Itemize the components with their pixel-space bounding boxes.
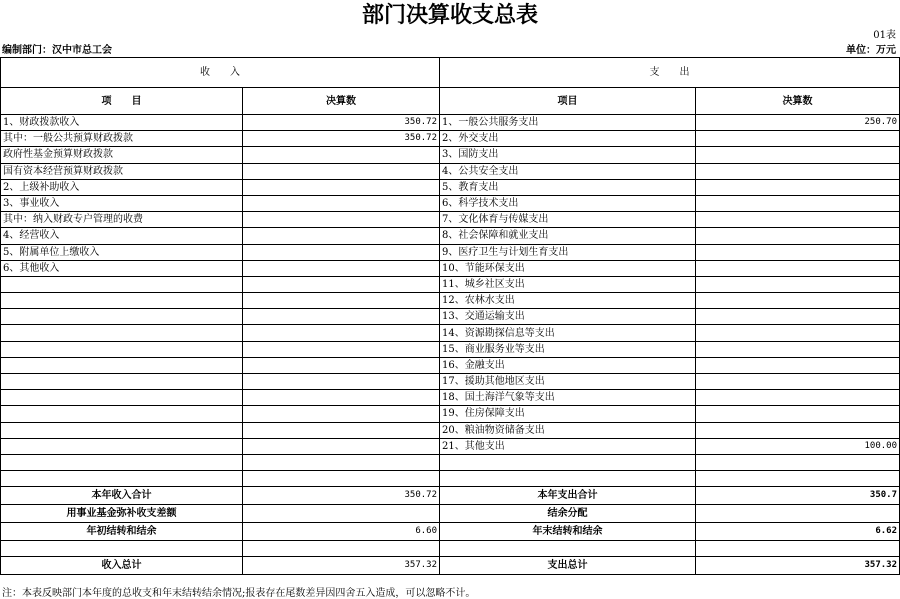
- expense-value-cell: [696, 357, 900, 373]
- income-item-header: 项 目: [1, 88, 243, 115]
- expense-item-cell: 4、公共安全支出: [440, 163, 696, 179]
- expense-item-cell: [440, 454, 696, 470]
- expense-item-cell: 5、教育支出: [440, 179, 696, 195]
- expense-item-cell: 13、交通运输支出: [440, 309, 696, 325]
- expense-value-cell: [696, 325, 900, 341]
- begin-carry-label: 年初结转和结余: [1, 523, 243, 541]
- expense-item-cell: 16、金融支出: [440, 357, 696, 373]
- income-item-cell: [1, 422, 243, 438]
- fund-gap-row: [1, 505, 900, 523]
- income-total-label: 本年收入合计: [1, 487, 243, 505]
- expense-value-cell: 100.00: [696, 438, 900, 454]
- income-item-cell: 5、附属单位上缴收入: [1, 244, 243, 260]
- expense-amount-header: 决算数: [696, 88, 900, 115]
- expense-item-cell: 11、城乡社区支出: [440, 276, 696, 292]
- income-item-cell: 政府性基金预算财政拨款: [1, 147, 243, 163]
- income-item-cell: 其中：一般公共预算财政拨款: [1, 131, 243, 147]
- table-row: [1, 406, 900, 422]
- expense-value-cell: [696, 422, 900, 438]
- income-item-cell: 6、其他收入: [1, 260, 243, 276]
- income-value-cell: [243, 454, 440, 470]
- table-row: [1, 276, 900, 292]
- table-row: [1, 325, 900, 341]
- income-item-cell: [1, 438, 243, 454]
- fund-gap-label: 用事业基金弥补收支差额: [1, 505, 243, 523]
- income-value-cell: [243, 309, 440, 325]
- expense-value-cell: [696, 454, 900, 470]
- surplus-alloc-label: 结余分配: [440, 505, 696, 523]
- expense-value-cell: [696, 244, 900, 260]
- expense-value-cell: [696, 179, 900, 195]
- expense-item-cell: [440, 471, 696, 487]
- expense-item-cell: 20、粮油物资储备支出: [440, 422, 696, 438]
- fund-gap-value: [243, 505, 440, 523]
- table-row: [1, 228, 900, 244]
- income-value-cell: [243, 471, 440, 487]
- table-row: [1, 390, 900, 406]
- income-item-cell: [1, 325, 243, 341]
- expense-item-cell: 19、住房保障支出: [440, 406, 696, 422]
- footnote: 注：本表反映部门本年度的总收支和年末结转结余情况;报表存在尾数差异因四舍五入造成，可以忽略不计。: [2, 588, 476, 599]
- income-header: 收 入: [1, 58, 440, 88]
- expense-item-cell: 9、医疗卫生与计划生育支出: [440, 244, 696, 260]
- expense-value-cell: [696, 195, 900, 211]
- income-value-cell: [243, 341, 440, 357]
- table-row: [1, 115, 900, 131]
- table-row: [1, 195, 900, 211]
- expense-item-cell: 12、农林水支出: [440, 293, 696, 309]
- expense-value-cell: [696, 341, 900, 357]
- income-total-value: 350.72: [243, 487, 440, 505]
- expense-total-value: 350.7: [696, 487, 900, 505]
- unit-label: 单位：万元: [846, 45, 896, 56]
- income-item-cell: [1, 309, 243, 325]
- expense-item-cell: 7、文化体育与传媒支出: [440, 212, 696, 228]
- income-item-cell: 其中：纳入财政专户管理的收费: [1, 212, 243, 228]
- income-amount-header: 决算数: [243, 88, 440, 115]
- income-item-cell: [1, 390, 243, 406]
- income-item-cell: 2、上级补助收入: [1, 179, 243, 195]
- expense-header: 支 出: [440, 58, 900, 88]
- grand-expense-value: 357.32: [696, 557, 900, 575]
- expense-item-cell: 2、外交支出: [440, 131, 696, 147]
- income-item-cell: [1, 406, 243, 422]
- income-item-cell: 1、财政拨款收入: [1, 115, 243, 131]
- table-row: [1, 293, 900, 309]
- income-value-cell: [243, 163, 440, 179]
- expense-item-cell: 14、资源勘探信息等支出: [440, 325, 696, 341]
- grand-expense-label: 支出总计: [440, 557, 696, 575]
- grand-total-row: [1, 557, 900, 575]
- table-row: [1, 357, 900, 373]
- expense-value-cell: [696, 471, 900, 487]
- income-item-cell: 4、经营收入: [1, 228, 243, 244]
- end-carry-label: 年末结转和结余: [440, 523, 696, 541]
- table-row: [1, 438, 900, 454]
- table-row: [1, 131, 900, 147]
- expense-item-header: 项目: [440, 88, 696, 115]
- table-row: [1, 212, 900, 228]
- table-row: [1, 147, 900, 163]
- grand-income-label: 收入总计: [1, 557, 243, 575]
- spacer-row: [1, 541, 900, 557]
- income-item-cell: 国有资本经营预算财政拨款: [1, 163, 243, 179]
- expense-value-cell: [696, 163, 900, 179]
- expense-item-cell: 18、国土海洋气象等支出: [440, 390, 696, 406]
- table-row: [1, 341, 900, 357]
- income-value-cell: [243, 422, 440, 438]
- expense-item-cell: 8、社会保障和就业支出: [440, 228, 696, 244]
- income-item-cell: [1, 454, 243, 470]
- expense-item-cell: 3、国防支出: [440, 147, 696, 163]
- income-item-cell: 3、事业收入: [1, 195, 243, 211]
- income-value-cell: [243, 293, 440, 309]
- expense-value-cell: [696, 131, 900, 147]
- income-value-cell: [243, 438, 440, 454]
- expense-value-cell: [696, 293, 900, 309]
- grand-income-value: 357.32: [243, 557, 440, 575]
- expense-item-cell: 21、其他支出: [440, 438, 696, 454]
- expense-item-cell: 10、节能环保支出: [440, 260, 696, 276]
- income-value-cell: [243, 390, 440, 406]
- income-item-cell: [1, 276, 243, 292]
- income-value-cell: [243, 406, 440, 422]
- expense-value-cell: [696, 309, 900, 325]
- expense-value-cell: [696, 212, 900, 228]
- income-value-cell: [243, 260, 440, 276]
- income-item-cell: [1, 341, 243, 357]
- surplus-alloc-value: [696, 505, 900, 523]
- income-item-cell: [1, 374, 243, 390]
- table-row: [1, 163, 900, 179]
- income-value-cell: [243, 244, 440, 260]
- income-item-cell: [1, 471, 243, 487]
- income-value-cell: [243, 195, 440, 211]
- expense-value-cell: [696, 260, 900, 276]
- income-value-cell: [243, 357, 440, 373]
- header-row-section: [1, 58, 900, 88]
- table-row: [1, 374, 900, 390]
- expense-item-cell: 6、科学技术支出: [440, 195, 696, 211]
- table-row: [1, 422, 900, 438]
- table-row: [1, 454, 900, 470]
- income-value-cell: [243, 212, 440, 228]
- table-row: [1, 260, 900, 276]
- begin-carry-value: 6.60: [243, 523, 440, 541]
- income-value-cell: [243, 179, 440, 195]
- annual-total-row: [1, 487, 900, 505]
- income-value-cell: [243, 147, 440, 163]
- expense-item-cell: 1、一般公共服务支出: [440, 115, 696, 131]
- expense-value-cell: [696, 147, 900, 163]
- table-row: [1, 244, 900, 260]
- income-value-cell: [243, 325, 440, 341]
- expense-value-cell: [696, 390, 900, 406]
- expense-value-cell: [696, 406, 900, 422]
- table-row: [1, 179, 900, 195]
- expense-total-label: 本年支出合计: [440, 487, 696, 505]
- header-row-columns: [1, 88, 900, 115]
- income-value-cell: [243, 374, 440, 390]
- income-value-cell: 350.72: [243, 115, 440, 131]
- income-value-cell: 350.72: [243, 131, 440, 147]
- page-title: 部门决算收支总表: [361, 2, 538, 28]
- table-number: 01表: [873, 30, 896, 41]
- department-label: 编制部门：汉中市总工会: [2, 45, 112, 56]
- table-row: [1, 471, 900, 487]
- income-value-cell: [243, 228, 440, 244]
- expense-item-cell: 17、援助其他地区支出: [440, 374, 696, 390]
- table-row: [1, 309, 900, 325]
- expense-item-cell: 15、商业服务业等支出: [440, 341, 696, 357]
- expense-value-cell: [696, 374, 900, 390]
- expense-value-cell: [696, 276, 900, 292]
- income-expense-table: [0, 57, 900, 575]
- end-carry-value: 6.62: [696, 523, 900, 541]
- income-value-cell: [243, 276, 440, 292]
- income-item-cell: [1, 357, 243, 373]
- expense-value-cell: [696, 228, 900, 244]
- income-item-cell: [1, 293, 243, 309]
- carryover-row: [1, 523, 900, 541]
- expense-value-cell: 250.70: [696, 115, 900, 131]
